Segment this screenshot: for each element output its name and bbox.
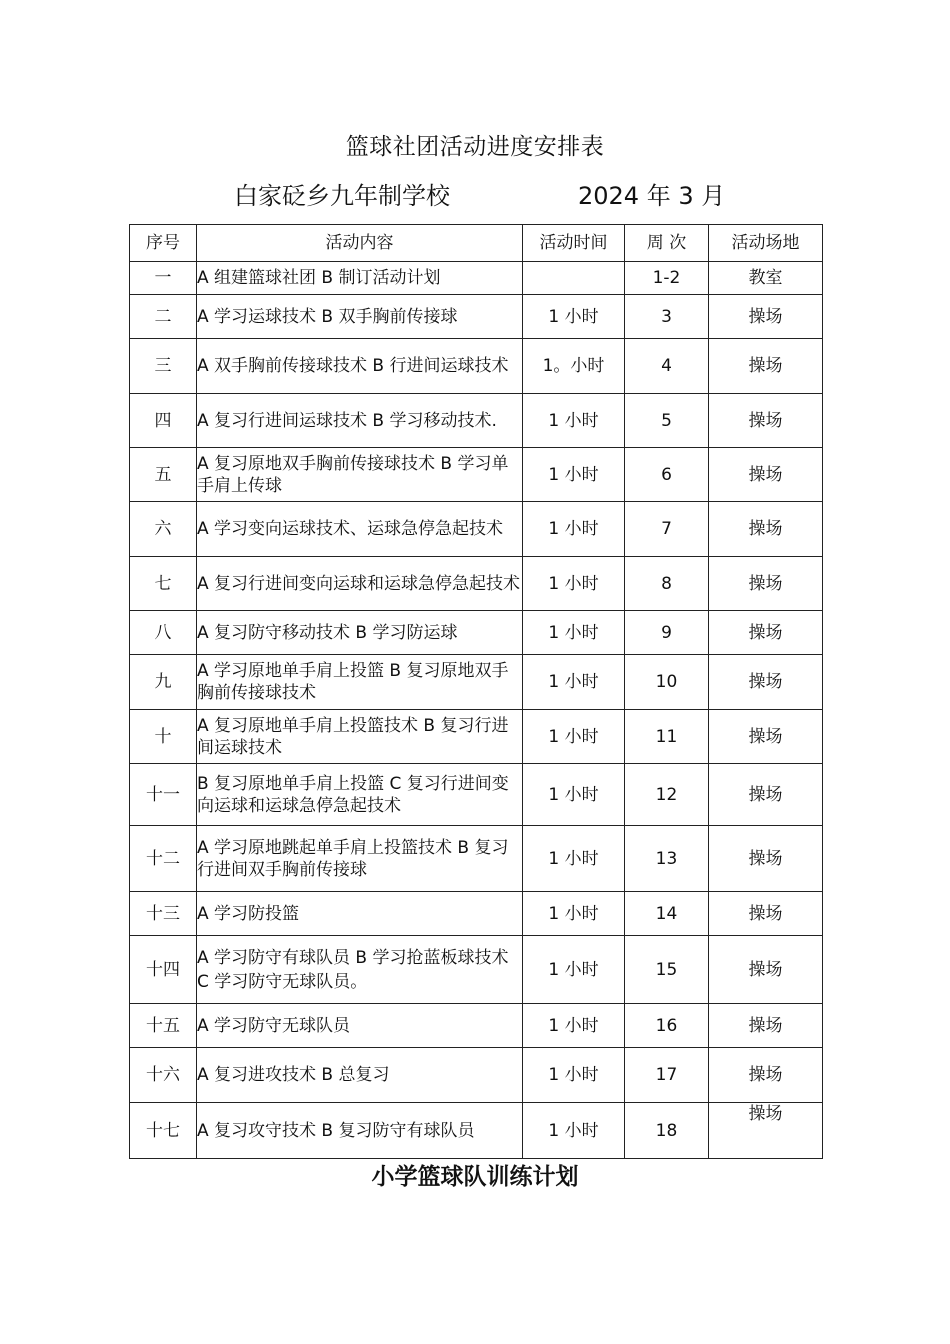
row-content: B 复习原地单手肩上投篮 C 复习行进间变向运球和运球急停急起技术: [197, 764, 523, 826]
row-week: 5: [625, 394, 709, 448]
subtitle: [0, 176, 950, 210]
row-num: 六: [130, 502, 197, 557]
row-week: 3: [625, 295, 709, 339]
row-place: 操场: [709, 611, 823, 655]
row-num: 二: [130, 295, 197, 339]
row-time: 1 小时: [523, 764, 625, 826]
row-place: 操场: [709, 936, 823, 1004]
table-row: [130, 764, 823, 826]
row-time: 1 小时: [523, 1004, 625, 1048]
table-row: [130, 339, 823, 394]
table-row: [130, 1048, 823, 1103]
row-content: A 学习防投篮: [197, 892, 523, 936]
row-time: 1 小时: [523, 936, 625, 1004]
row-week: 9: [625, 611, 709, 655]
row-num: 三: [130, 339, 197, 394]
row-time: 1 小时: [523, 1103, 625, 1159]
row-week: 13: [625, 826, 709, 892]
row-week: 18: [625, 1103, 709, 1159]
row-week: 6: [625, 448, 709, 502]
header-num: 序号: [130, 225, 197, 262]
footer-title: 小学篮球队训练计划: [371, 1164, 579, 1190]
row-week: 15: [625, 936, 709, 1004]
row-place: 操场: [709, 295, 823, 339]
row-content: A 复习行进间运球技术 B 学习移动技术.: [197, 394, 523, 448]
row-place: 操场: [709, 1004, 823, 1048]
row-place: 操场: [709, 557, 823, 611]
table-row: [130, 502, 823, 557]
row-num: 一: [130, 262, 197, 295]
row-place: 操场: [709, 394, 823, 448]
row-place: 教室: [709, 262, 823, 295]
row-num: 七: [130, 557, 197, 611]
row-week: 8: [625, 557, 709, 611]
table-header-row: [130, 225, 823, 262]
row-content: A 学习原地跳起单手肩上投篮技术 B 复习行进间双手胸前传接球: [197, 826, 523, 892]
row-num: 五: [130, 448, 197, 502]
row-num: 十五: [130, 1004, 197, 1048]
row-time: 1 小时: [523, 655, 625, 710]
table-row: [130, 611, 823, 655]
schedule-table: [129, 224, 823, 1159]
row-content: A 学习原地单手肩上投篮 B 复习原地双手胸前传接球技术: [197, 655, 523, 710]
row-time: 1 小时: [523, 892, 625, 936]
table-row: [130, 295, 823, 339]
row-num: 四: [130, 394, 197, 448]
table-row: [130, 710, 823, 764]
row-num: 十七: [130, 1103, 197, 1159]
table-row: [130, 655, 823, 710]
row-week: 12: [625, 764, 709, 826]
row-content: A 复习原地单手肩上投篮技术 B 复习行进间运球技术: [197, 710, 523, 764]
row-time: 1 小时: [523, 1048, 625, 1103]
row-week: 14: [625, 892, 709, 936]
row-time: 1 小时: [523, 826, 625, 892]
row-time: 1 小时: [523, 295, 625, 339]
header-time: 活动时间: [523, 225, 625, 262]
row-num: 十三: [130, 892, 197, 936]
table-row: [130, 892, 823, 936]
table-row: [130, 1103, 823, 1159]
row-week: 11: [625, 710, 709, 764]
row-num: 十四: [130, 936, 197, 1004]
row-week: 10: [625, 655, 709, 710]
table-row: [130, 262, 823, 295]
row-content: A 学习运球技术 B 双手胸前传接球: [197, 295, 523, 339]
row-time: 1 小时: [523, 710, 625, 764]
table-row: [130, 1004, 823, 1048]
row-content: A 学习变向运球技术、运球急停急起技术: [197, 502, 523, 557]
row-content: A 学习防守有球队员 B 学习抢蓝板球技术 C 学习防守无球队员。: [197, 936, 523, 1004]
school-name: 白家砭乡九年制学校: [234, 182, 450, 210]
row-week: 7: [625, 502, 709, 557]
row-place: 操场: [709, 655, 823, 710]
schedule-date: 2024 年 3 月: [578, 182, 726, 210]
row-place: 操场: [709, 502, 823, 557]
row-time: 1。小时: [523, 339, 625, 394]
row-place: 操场: [709, 1103, 823, 1159]
table-row: [130, 448, 823, 502]
row-num: 十二: [130, 826, 197, 892]
page-title: 篮球社团活动进度安排表: [345, 134, 605, 160]
table-row: [130, 557, 823, 611]
table-row: [130, 826, 823, 892]
row-content: A 复习行进间变向运球和运球急停急起技术: [197, 557, 523, 611]
row-time: 1 小时: [523, 502, 625, 557]
row-time: 1 小时: [523, 448, 625, 502]
row-time: 1 小时: [523, 394, 625, 448]
header-place: 活动场地: [709, 225, 823, 262]
row-week: 17: [625, 1048, 709, 1103]
row-time: [523, 262, 625, 295]
row-week: 16: [625, 1004, 709, 1048]
table-row: [130, 394, 823, 448]
row-content: A 复习进攻技术 B 总复习: [197, 1048, 523, 1103]
row-place: 操场: [709, 339, 823, 394]
row-content: A 组建篮球社团 B 制订活动计划: [197, 262, 523, 295]
row-place: 操场: [709, 892, 823, 936]
row-num: 十一: [130, 764, 197, 826]
header-week: 周 次: [625, 225, 709, 262]
row-content: A 复习原地双手胸前传接球技术 B 学习单手肩上传球: [197, 448, 523, 502]
row-content: A 双手胸前传接球技术 B 行进间运球技术: [197, 339, 523, 394]
row-place: 操场: [709, 448, 823, 502]
row-time: 1 小时: [523, 611, 625, 655]
row-place: 操场: [709, 764, 823, 826]
row-place: 操场: [709, 710, 823, 764]
table-row: [130, 936, 823, 1004]
row-num: 九: [130, 655, 197, 710]
row-place: 操场: [709, 1048, 823, 1103]
row-num: 十六: [130, 1048, 197, 1103]
row-week: 4: [625, 339, 709, 394]
row-content: A 复习攻守技术 B 复习防守有球队员: [197, 1103, 523, 1159]
header-content: 活动内容: [197, 225, 523, 262]
row-num: 十: [130, 710, 197, 764]
row-content: A 复习防守移动技术 B 学习防运球: [197, 611, 523, 655]
row-content: A 学习防守无球队员: [197, 1004, 523, 1048]
row-num: 八: [130, 611, 197, 655]
row-place: 操场: [709, 826, 823, 892]
row-time: 1 小时: [523, 557, 625, 611]
row-week: 1-2: [625, 262, 709, 295]
